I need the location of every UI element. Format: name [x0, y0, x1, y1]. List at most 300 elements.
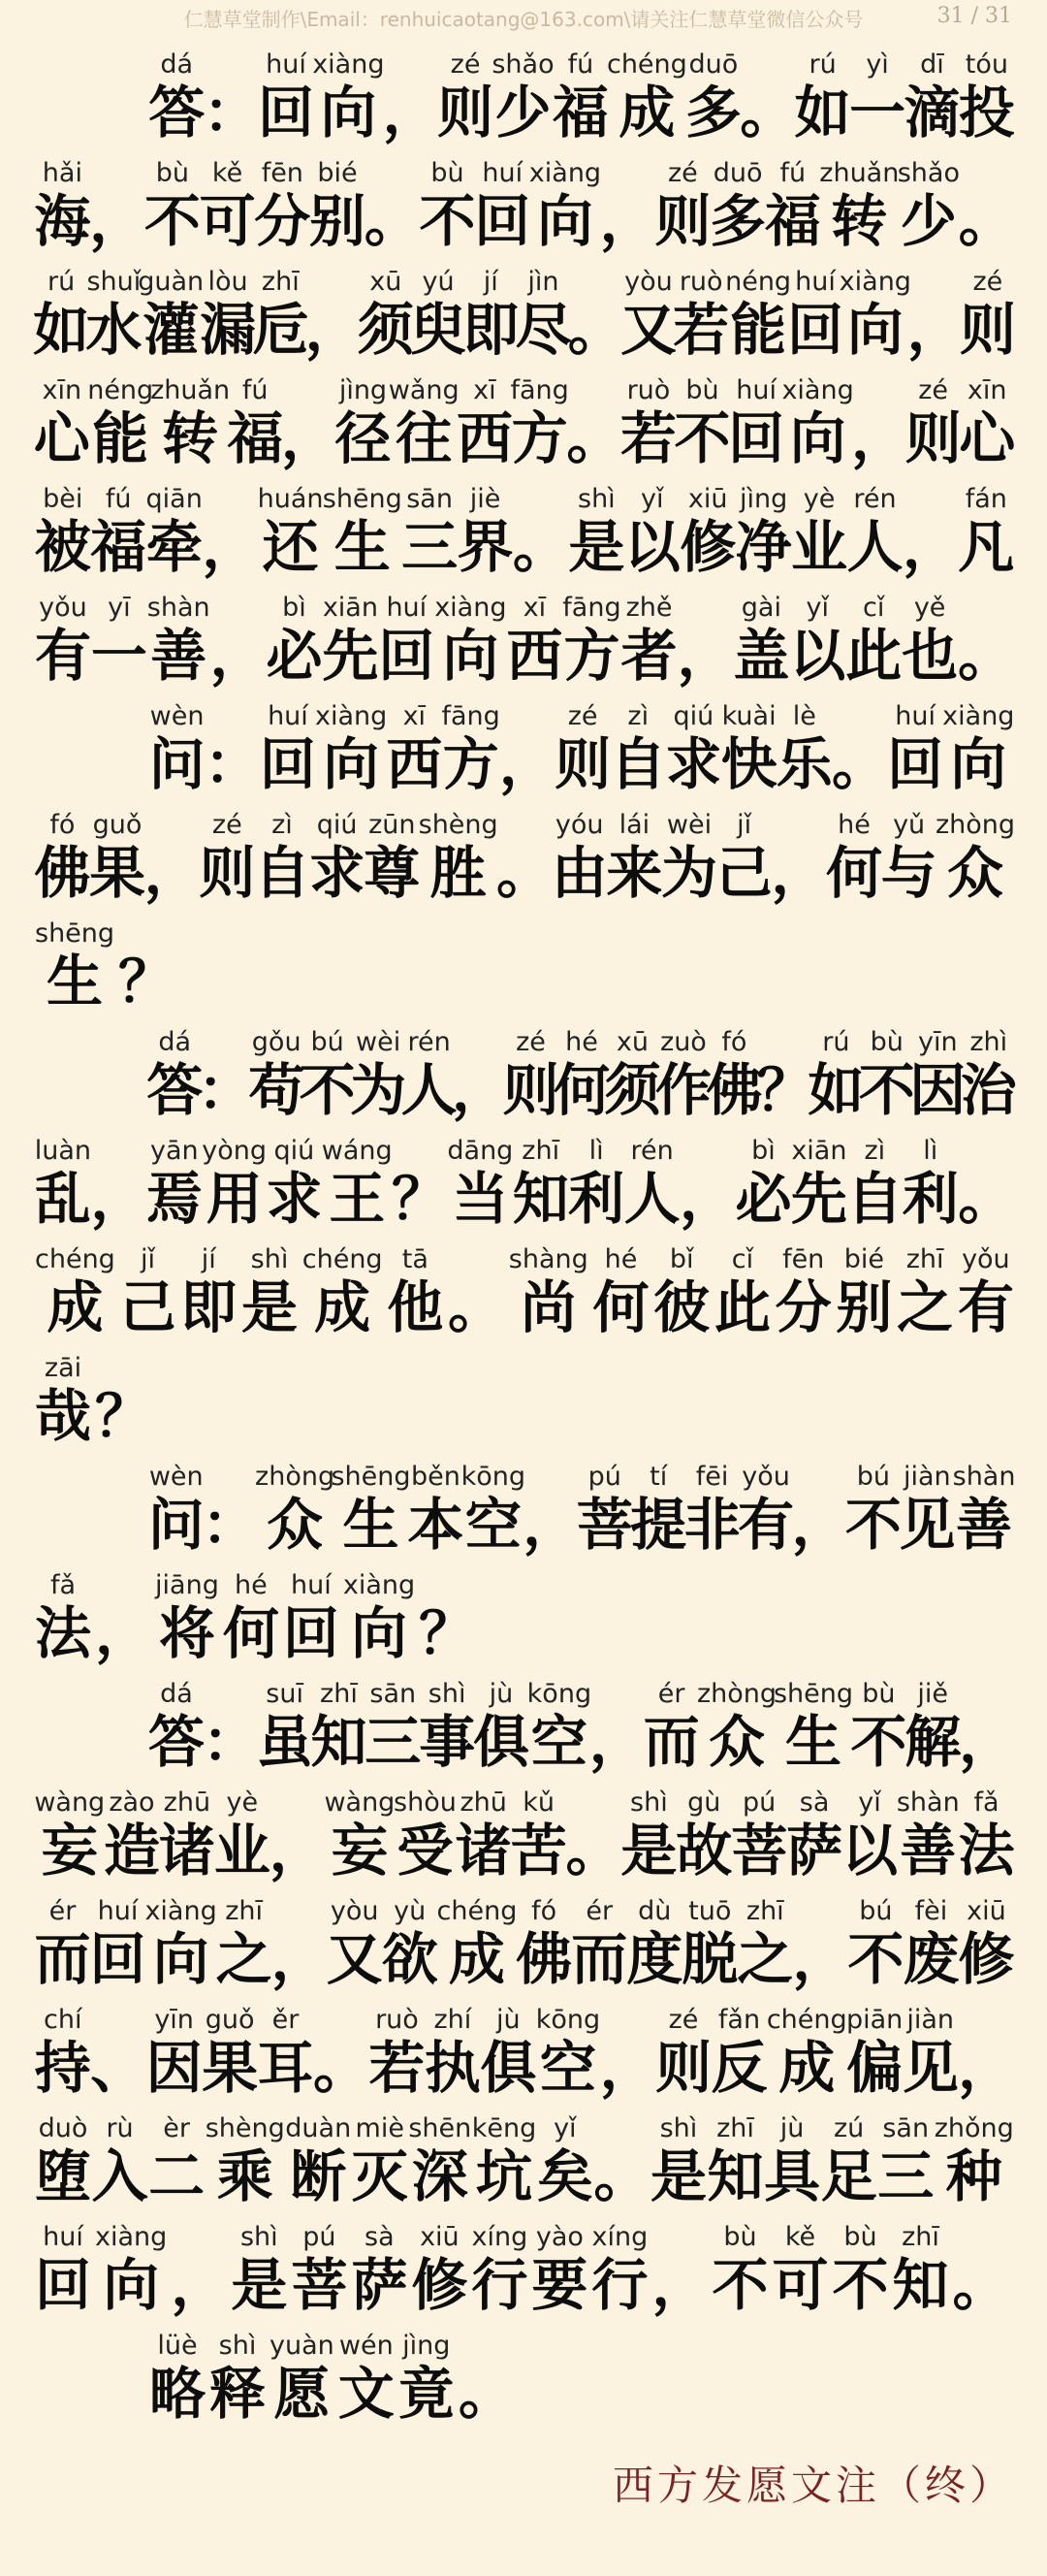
ruby-char [732, 1787, 787, 1882]
text-line [35, 2320, 1014, 2429]
pinyin: zhī [522, 1136, 560, 1166]
ruby-char [789, 592, 845, 687]
pinyin: wèi [666, 810, 713, 840]
pinyin: dá [160, 49, 194, 80]
ruby-char [458, 483, 513, 578]
hanzi: 成 [47, 1274, 104, 1340]
pinyin: shǎo [897, 158, 960, 188]
pinyin: sān [369, 1679, 417, 1709]
ruby-char [513, 1135, 568, 1230]
pinyin: sà [799, 1787, 830, 1818]
ruby-char [673, 266, 730, 363]
ruby-char [260, 700, 315, 795]
ruby-char [462, 266, 520, 363]
ruby-char [352, 2112, 408, 2207]
hanzi: 不 [143, 188, 201, 254]
ruby-char [90, 2004, 145, 2099]
ruby-char [897, 1243, 953, 1338]
hanzi: 因 [909, 1057, 967, 1123]
ruby-char [35, 1787, 105, 1882]
pinyin: chéng [301, 1244, 383, 1274]
hanzi: 要 [531, 2252, 588, 2318]
pinyin: yóu [555, 810, 604, 840]
hanzi: ， [958, 2035, 1015, 2101]
hanzi: ？ [95, 1383, 152, 1449]
ruby-char [959, 483, 1014, 578]
ruby-char [591, 2221, 648, 2316]
hanzi: ， [599, 2035, 656, 2101]
hanzi: ： [204, 731, 261, 797]
pinyin: yǒu [39, 593, 87, 623]
ruby-char [568, 374, 622, 469]
hanzi: 来 [606, 840, 663, 906]
hanzi: 与 [880, 840, 937, 906]
ruby-char [608, 48, 686, 144]
ruby-char [578, 1461, 631, 1556]
pinyin: zé [667, 158, 698, 188]
ruby-char [624, 483, 680, 578]
hanzi: 诸 [455, 1818, 512, 1884]
ruby-char [390, 374, 458, 469]
pinyin: zhí [433, 2005, 472, 2035]
hanzi: 则 [502, 1057, 559, 1123]
ruby-char [624, 1135, 680, 1230]
ruby-char [958, 2004, 1013, 2099]
hanzi: 众 [947, 840, 1004, 906]
ruby-char [105, 1787, 160, 1882]
pinyin: luàn [34, 1136, 91, 1166]
ruby-char [499, 700, 555, 795]
hanzi: 转 [831, 188, 888, 254]
ruby-char [512, 374, 568, 469]
hanzi: 堕 [35, 2143, 92, 2209]
ruby-char [144, 809, 200, 904]
ruby-char [35, 374, 89, 469]
pinyin: huí [268, 701, 308, 731]
ruby-char [725, 266, 792, 363]
pinyin: fú [779, 158, 807, 188]
text-line [35, 1451, 1014, 1560]
hanzi: 三 [401, 514, 459, 580]
hanzi: 修 [411, 2252, 468, 2318]
ruby-char [395, 1787, 457, 1882]
hanzi: 何 [553, 1057, 610, 1123]
pinyin: zé [516, 1027, 546, 1057]
ruby-char [299, 1026, 356, 1123]
hanzi: 成 [619, 80, 676, 145]
ruby-char [434, 592, 506, 687]
pinyin: xū [369, 267, 402, 297]
ruby-char [387, 700, 442, 795]
hanzi: ， [850, 405, 907, 471]
pinyin: ér [48, 1896, 77, 1926]
pinyin: bù [843, 2222, 877, 2252]
hanzi: 善 [900, 1818, 957, 1884]
hanzi: 俱 [480, 2035, 537, 2101]
hanzi: 。 [740, 80, 797, 145]
pinyin: jǐ [141, 1244, 156, 1274]
ruby-char [35, 1352, 91, 1447]
hanzi: 妄 [331, 1818, 388, 1884]
ruby-char [146, 1135, 202, 1230]
hanzi: 成 [778, 2035, 836, 2101]
hanzi: 之 [215, 1926, 272, 1992]
hanzi: 若 [673, 297, 730, 363]
ruby-char [148, 2112, 205, 2207]
pinyin: yǒu [742, 1462, 790, 1492]
ruby-char [85, 266, 143, 363]
hanzi: 。 [364, 188, 421, 254]
hanzi: 不 [674, 405, 731, 471]
pinyin: ér [657, 1679, 685, 1709]
hanzi: 先 [322, 623, 379, 689]
pinyin: bèi [43, 484, 83, 514]
ruby-char [155, 1569, 219, 1664]
hanzi: 是 [650, 2143, 707, 2209]
pinyin: duò [38, 2113, 88, 2143]
pinyin: zhī [902, 2222, 939, 2252]
ruby-char [904, 48, 959, 144]
ruby-char [425, 2004, 480, 2099]
ruby-char [35, 2221, 91, 2316]
hanzi: 又 [619, 297, 677, 363]
hanzi: 滴 [904, 80, 961, 145]
ruby-char [852, 374, 906, 469]
hanzi: 福 [764, 188, 821, 254]
hanzi: 转 [162, 405, 219, 471]
hanzi: 回 [35, 2252, 92, 2318]
pinyin: zì [627, 701, 650, 731]
ruby-char [91, 592, 147, 687]
pinyin: běn [410, 1462, 460, 1492]
pinyin: hǎi [42, 158, 82, 188]
pinyin: xiàng [434, 593, 507, 623]
ruby-char [711, 157, 766, 252]
hanzi: 乱 [34, 1166, 91, 1232]
pinyin: xiū [967, 1896, 1006, 1926]
pinyin: xiàng [144, 1896, 217, 1926]
hanzi: 。 [567, 297, 624, 363]
ruby-char [847, 483, 903, 578]
ruby-char [959, 266, 1016, 363]
ruby-char [448, 1243, 504, 1338]
pinyin: xiàng [528, 158, 602, 188]
pinyin: kōng [460, 1462, 526, 1492]
hanzi: 菩 [576, 1492, 633, 1558]
ruby-char [600, 157, 655, 252]
hanzi: ， [588, 1709, 646, 1775]
ruby-char [378, 592, 434, 687]
hanzi: ， [95, 1600, 152, 1666]
pinyin: jiàn [906, 2005, 955, 2035]
ruby-char [524, 1461, 578, 1556]
text-body [33, 39, 1017, 2429]
hanzi: 脱 [682, 1926, 739, 1992]
pinyin: bù [862, 1679, 896, 1709]
ruby-char [35, 1243, 115, 1338]
hanzi: 不 [299, 1057, 356, 1123]
hanzi: 不 [419, 188, 476, 254]
pinyin: bú [856, 1462, 891, 1492]
pinyin: ér [586, 1896, 614, 1926]
ruby-char [419, 1569, 475, 1664]
pinyin: néng [725, 267, 792, 297]
pinyin: shì [218, 2331, 257, 2361]
pinyin: yuàn [270, 2331, 334, 2361]
hanzi: 被 [34, 514, 91, 580]
ruby-char [960, 1678, 1014, 1773]
ruby-char [517, 1895, 572, 1990]
hanzi: 须 [357, 297, 414, 363]
ruby-char [223, 1569, 279, 1664]
pinyin: kě [211, 158, 243, 188]
hanzi: 可 [199, 188, 256, 254]
hanzi: 必 [735, 1166, 792, 1232]
ruby-char [258, 1678, 312, 1773]
hanzi: 向 [536, 188, 593, 254]
ruby-char [95, 2221, 167, 2316]
pinyin: duō [713, 158, 763, 188]
hanzi: 何 [592, 1274, 650, 1340]
ruby-char [35, 1895, 90, 1990]
hanzi: 灌 [143, 297, 200, 363]
ruby-char [304, 266, 362, 363]
pinyin: yǐ [858, 1787, 881, 1818]
hanzi: 。 [958, 623, 1015, 689]
ruby-char [35, 918, 114, 1013]
hanzi: 法 [958, 1818, 1015, 1884]
ruby-char [270, 1787, 325, 1882]
pinyin: yè [226, 1787, 259, 1818]
ruby-char [708, 2112, 764, 2207]
ruby-char [120, 1243, 176, 1338]
pinyin: rù [106, 2113, 134, 2143]
pinyin: bú [310, 1027, 344, 1057]
hanzi: 己 [715, 840, 773, 906]
hanzi: 坑 [476, 2143, 533, 2209]
ruby-char [35, 483, 90, 578]
ruby-char [401, 483, 457, 578]
hanzi: ， [792, 1926, 849, 1992]
ruby-char [228, 374, 282, 469]
ruby-char [343, 1569, 415, 1664]
pinyin: bì [751, 1136, 776, 1166]
ruby-char [958, 1135, 1013, 1230]
hanzi: 方 [563, 623, 620, 689]
pinyin: wáng [321, 1136, 393, 1166]
ruby-char [839, 266, 911, 363]
ruby-char [267, 592, 323, 687]
pinyin: zhòng [255, 1462, 335, 1492]
pinyin: fāng [510, 375, 569, 405]
hanzi: 则 [959, 297, 1016, 363]
pinyin: kēng [471, 2113, 537, 2143]
text-line [35, 1234, 1014, 1342]
hanzi: 此 [714, 1274, 771, 1340]
hanzi: ， [143, 840, 201, 906]
pinyin: jiě [917, 1679, 949, 1709]
hanzi: 种 [945, 2143, 1002, 2209]
pinyin: dù [638, 1896, 672, 1926]
hanzi: 必 [266, 623, 323, 689]
ruby-char [145, 1895, 216, 1990]
text-line [35, 1885, 1014, 1994]
pinyin: xiān [322, 593, 378, 623]
ruby-char [322, 1135, 392, 1230]
ruby-char [146, 1026, 204, 1123]
hanzi: 竟 [397, 2361, 455, 2427]
ruby-char [513, 483, 568, 578]
hanzi: 是 [620, 1818, 678, 1884]
hanzi: 见 [899, 1492, 956, 1558]
hanzi: 灭 [351, 2143, 408, 2209]
ruby-char [943, 700, 1014, 795]
hanzi: 知 [892, 2252, 949, 2318]
hanzi: 苟 [248, 1057, 305, 1123]
pinyin: xíng [471, 2222, 528, 2252]
hanzi: 果 [88, 840, 145, 906]
pinyin: zé [668, 2005, 699, 2035]
ruby-char [180, 1243, 237, 1338]
ruby-char [903, 483, 958, 578]
pinyin: lè [792, 701, 816, 731]
hanzi: ， [202, 514, 259, 580]
ruby-char [729, 374, 783, 469]
pinyin: xīn [42, 375, 82, 405]
ruby-char [621, 374, 676, 469]
hanzi: 回 [89, 1926, 146, 1992]
hanzi: 萨 [351, 2252, 408, 2318]
pinyin: zé [567, 701, 598, 731]
text-line [35, 1125, 1014, 1234]
hanzi: ？ [419, 1600, 476, 1666]
pinyin: zì [271, 810, 293, 840]
pinyin: wèn [148, 1462, 204, 1492]
ruby-char [851, 1678, 905, 1773]
hanzi: ， [270, 1926, 328, 1992]
hanzi: 矣 [536, 2143, 593, 2209]
pinyin: zú [833, 2113, 865, 2143]
ruby-char [736, 1135, 791, 1230]
ruby-char [350, 1026, 407, 1123]
hanzi: ？ [392, 1166, 449, 1232]
pinyin: miè [355, 2113, 404, 2143]
hanzi: 断 [290, 2143, 347, 2209]
ruby-char [438, 48, 492, 144]
ruby-char [685, 1461, 739, 1556]
pinyin: yǐ [806, 593, 830, 623]
pinyin: guàn [138, 267, 205, 297]
hanzi: 空 [539, 2035, 596, 2101]
pinyin: rén [630, 1136, 674, 1166]
hanzi: 不 [850, 1709, 907, 1775]
hanzi: 以 [841, 1818, 899, 1884]
hanzi: ？ [756, 1057, 813, 1123]
text-line [35, 1016, 1017, 1125]
ruby-char [200, 266, 257, 363]
ruby-char [138, 266, 205, 363]
text-line [35, 1777, 1014, 1885]
hanzi: 西 [506, 623, 563, 689]
pinyin: ruò [626, 375, 671, 405]
hanzi: ， [959, 1709, 1016, 1775]
ruby-char [680, 1135, 735, 1230]
pinyin: xiàng [312, 49, 385, 80]
ruby-char [270, 2330, 334, 2425]
text-line [35, 1994, 1014, 2103]
hanzi: 废 [903, 1926, 960, 1992]
hanzi: 非 [683, 1492, 741, 1558]
ruby-char [821, 2112, 877, 2207]
ruby-char [200, 157, 255, 252]
pinyin: xiàng [839, 267, 911, 297]
ruby-char [35, 2112, 91, 2207]
ruby-char [442, 700, 499, 795]
ruby-char [832, 700, 887, 795]
pinyin: fó [49, 810, 76, 840]
pinyin: zé [918, 375, 948, 405]
hanzi: ， [523, 1492, 580, 1558]
pinyin: bù [723, 2222, 757, 2252]
pinyin: shēng [35, 918, 115, 949]
hanzi: 深 [411, 2143, 468, 2209]
pinyin: jí [483, 267, 498, 297]
ruby-char [714, 1243, 771, 1338]
hanzi: ， [599, 188, 656, 254]
ruby-char [906, 374, 961, 469]
ruby-char [604, 1026, 661, 1123]
hanzi: 盖 [733, 623, 790, 689]
hanzi: 空 [530, 1709, 587, 1775]
hanzi: ： [203, 80, 260, 145]
pinyin: qiú [673, 701, 714, 731]
pinyin: yì [866, 49, 889, 80]
ruby-char [567, 266, 624, 363]
pinyin: jìng [338, 375, 388, 405]
pinyin: shì [239, 2222, 278, 2252]
ruby-char [325, 1787, 395, 1882]
ruby-char [511, 1787, 566, 1882]
ruby-char [881, 809, 936, 904]
pinyin: xiàng [95, 2222, 168, 2252]
pinyin: shì [250, 1244, 289, 1274]
text-line [35, 1668, 1014, 1777]
ruby-char [712, 2004, 767, 2099]
ruby-char [553, 1026, 610, 1123]
ruby-char [267, 1135, 322, 1230]
hanzi: 空 [464, 1492, 522, 1558]
pinyin: yǐ [554, 2113, 577, 2143]
hanzi: 何 [825, 840, 882, 906]
pinyin: shì [428, 1679, 466, 1709]
pinyin: yě [913, 593, 946, 623]
pinyin: xī [523, 593, 547, 623]
hanzi: 西 [456, 405, 513, 471]
hanzi: 王 [329, 1166, 386, 1232]
pinyin: zāi [44, 1353, 82, 1383]
ruby-char [619, 266, 677, 363]
ruby-char [258, 483, 323, 578]
hanzi: 快 [720, 731, 777, 797]
ruby-char [323, 483, 401, 578]
ruby-char [909, 1026, 967, 1123]
hanzi: 持 [34, 2035, 91, 2101]
hanzi: 之 [737, 1926, 794, 1992]
ruby-char [92, 2112, 148, 2207]
ruby-char [530, 157, 601, 252]
ruby-char [960, 374, 1014, 469]
pinyin: jù [489, 1679, 514, 1709]
